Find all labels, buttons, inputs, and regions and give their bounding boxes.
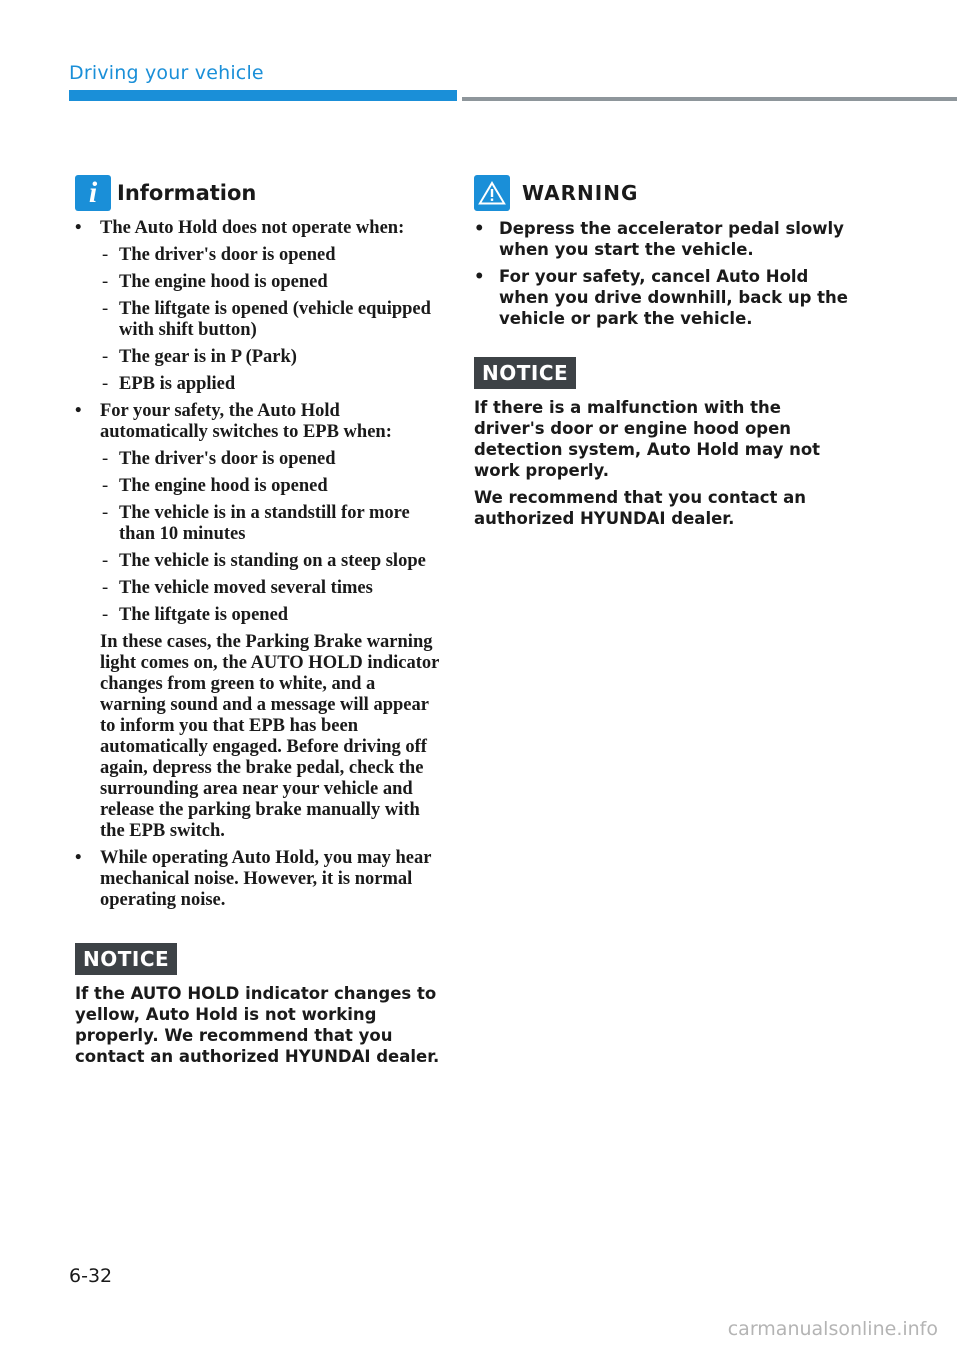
list-item: - The liftgate is opened: [100, 605, 440, 626]
list-item: - The vehicle is standing on a steep slope: [100, 551, 440, 572]
information-list: [75, 218, 440, 911]
header-rule-blue: [69, 90, 457, 101]
list-item: - The vehicle is in a standstill for more than 10 minutes: [100, 503, 440, 545]
page-number: 6-32: [69, 1265, 113, 1287]
list-item: • While operating Auto Hold, you may hear mechanical noise. However, it is normal operating noise.: [75, 848, 440, 911]
bullet-text: The Auto Hold does not operate when:: [100, 218, 405, 238]
list-item: - The driver's door is opened: [100, 449, 440, 470]
list-item: [75, 401, 440, 842]
list-item: - The gear is in P (Park): [100, 347, 440, 368]
list-item: - The engine hood is opened: [100, 272, 440, 293]
bullet-text: For your safety, the Auto Hold automatically switches to EPB when:: [100, 401, 392, 442]
notice-text: If there is a malfunction with the driver's door or engine hood open detection system, Auto Hold may not work properly.: [474, 398, 821, 480]
warning-heading: [474, 174, 854, 212]
section-title: Driving your vehicle: [69, 62, 264, 84]
list-item: - The vehicle moved several times: [100, 578, 440, 599]
info-icon: i: [75, 175, 111, 211]
left-column: [75, 174, 440, 1067]
notice-badge: NOTICE: [474, 357, 576, 389]
list-item: • For your safety, cancel Auto Hold when you drive downhill, back up the vehicle or park the vehicle.: [474, 266, 854, 329]
notice-text: We recommend that you contact an authorized HYUNDAI dealer.: [474, 488, 807, 528]
right-column: [474, 174, 854, 529]
list-item: - The driver's door is opened: [100, 245, 440, 266]
information-heading: [75, 174, 440, 212]
warning-list: [474, 218, 854, 329]
notice-badge: NOTICE: [75, 943, 177, 975]
list-item: - EPB is applied: [100, 374, 440, 395]
list-item: - The liftgate is opened (vehicle equipped with shift button): [100, 299, 440, 341]
epb-explanation: In these cases, the Parking Brake warning light comes on, the AUTO HOLD indicator changes from green to white, and a warning sound and a message will appear to inform you that EPB has been automatically engaged. Before driving off again, depress the brake pedal, check the surrounding area near your vehicle and release the parking brake manually with the EPB switch.: [100, 632, 440, 841]
list-item: • Depress the accelerator pedal slowly when you start the vehicle.: [474, 218, 854, 260]
information-label: Information: [117, 181, 257, 205]
sub-list: [100, 449, 440, 626]
sub-list: [100, 245, 440, 395]
warning-triangle-icon: [474, 175, 510, 211]
header-rule-gray: [462, 97, 957, 101]
warning-label: WARNING: [522, 181, 639, 205]
list-item: - The engine hood is opened: [100, 476, 440, 497]
list-item: [75, 218, 440, 395]
notice-right: [474, 357, 854, 529]
notice-left: [75, 943, 440, 1067]
watermark: carmanualsonline.info: [727, 1318, 938, 1340]
notice-text: If the AUTO HOLD indicator changes to yellow, Auto Hold is not working properly. We recommend that you contact an authorized HYUNDAI dealer.: [75, 984, 440, 1066]
